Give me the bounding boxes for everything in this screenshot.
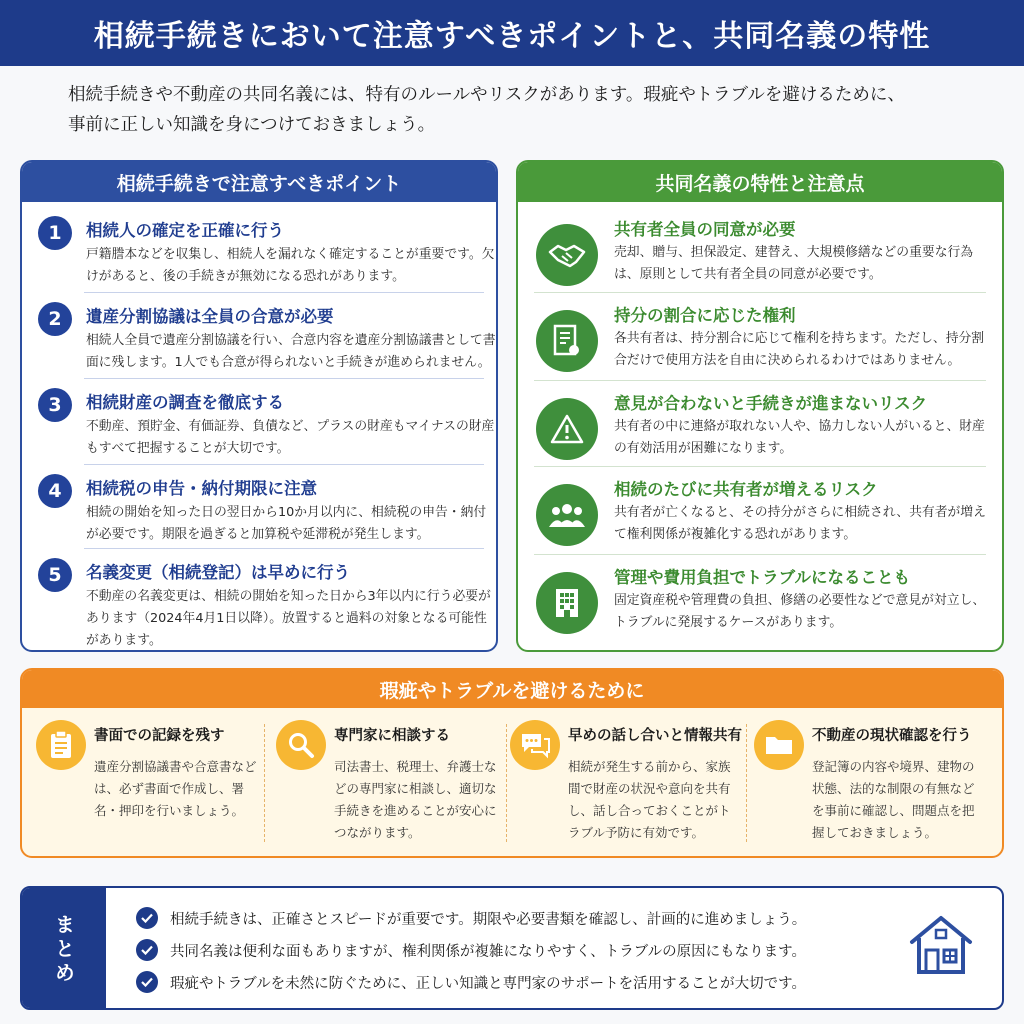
divider xyxy=(534,466,986,467)
step-title: 遺産分割協議は全員の合意が必要 xyxy=(86,307,334,326)
step-title: 相続財産の調査を徹底する xyxy=(86,393,284,412)
feature-body: 共有者の中に連絡が取れない人や、協力しない人がいると、財産の有効活用が困難になります。 xyxy=(614,419,985,456)
intro-line-2: 事前に正しい知識を身につけておきましょう。 xyxy=(68,115,436,135)
check-icon xyxy=(136,939,158,961)
tip-title: 書面での記録を残す xyxy=(94,728,225,744)
summary-item xyxy=(136,970,806,994)
step-body: 戸籍謄本などを収集し、相続人を漏れなく確定することが重要です。欠けがあると、後の手続きが無効になる恐れがあります。 xyxy=(86,247,495,284)
feature-title: 意見が合わないと手続きが進まないリスク xyxy=(614,394,928,413)
tip-body: 相続が発生する前から、家族間で財産の状況や意向を共有し、話し合っておくことがトラブル予防に有効です。 xyxy=(568,759,731,840)
step-number-badge: 2 xyxy=(38,302,72,336)
warning-icon xyxy=(536,398,598,460)
page-title: 相続手続きにおいて注意すべきポイントと、共同名義の特性 xyxy=(93,19,931,54)
step-title: 名義変更（相続登記）は早めに行う xyxy=(86,563,350,582)
title-bar xyxy=(0,0,1024,66)
tip-item xyxy=(510,720,746,850)
people-icon xyxy=(536,484,598,546)
folder-icon xyxy=(754,720,804,770)
summary-item-text: 瑕疵やトラブルを未然に防ぐために、正しい知識と専門家のサポートを活用することが大切です。 xyxy=(170,975,806,992)
summary-item-text: 相続手続きは、正確さとスピードが重要です。期限や必要書類を確認し、計画的に進めましょう。 xyxy=(170,911,807,928)
intro-line-1: 相続手続きや不動産の共同名義には、特有のルールやリスクがあります。瑕疵やトラブルを避けるために、 xyxy=(68,85,905,105)
check-icon xyxy=(136,907,158,929)
summary-label-text: まとめ xyxy=(51,914,76,986)
tip-body: 登記簿の内容や境界、建物の状態、法的な制限の有無などを事前に確認し、問題点を把握しておきましょう。 xyxy=(812,759,975,840)
feature-title: 管理や費用負担でトラブルになることも xyxy=(614,568,911,587)
inheritance-points-heading: 相続手続きで注意すべきポイント xyxy=(22,162,496,202)
step-number-badge: 3 xyxy=(38,388,72,422)
tip-item xyxy=(276,720,512,850)
summary-panel xyxy=(20,886,1004,1010)
summary-item-text: 共同名義は便利な面もありますが、権利関係が複雑になりやすく、トラブルの原因にもなります。 xyxy=(170,943,806,960)
feature-title: 共有者全員の同意が必要 xyxy=(614,220,796,239)
inheritance-points-panel xyxy=(20,160,498,652)
divider xyxy=(84,292,484,293)
tip-body: 遺産分割協議書や合意書などは、必ず書面で作成し、署名・押印を行いましょう。 xyxy=(94,759,257,818)
divider xyxy=(534,554,986,555)
check-icon xyxy=(136,971,158,993)
co-ownership-heading: 共同名義の特性と注意点 xyxy=(518,162,1002,202)
tips-panel xyxy=(20,668,1004,858)
step-title: 相続人の確定を正確に行う xyxy=(86,221,284,240)
step-body: 相続の開始を知った日の翌日から10か月以内に、相続税の申告・納付が必要です。期限を過ぎると加算税や延滞税が発生します。 xyxy=(86,505,487,542)
step-number-badge: 5 xyxy=(38,558,72,592)
tip-title: 早めの話し合いと情報共有 xyxy=(568,728,742,744)
step-number-badge: 4 xyxy=(38,474,72,508)
divider xyxy=(746,724,747,842)
handshake-icon xyxy=(536,224,598,286)
divider xyxy=(84,548,484,549)
house-icon xyxy=(906,910,976,984)
summary-item xyxy=(136,906,806,930)
divider xyxy=(506,724,507,842)
tip-title: 専門家に相談する xyxy=(334,728,450,744)
feature-title: 相続のたびに共有者が増えるリスク xyxy=(614,480,878,499)
tip-item xyxy=(36,720,272,850)
divider xyxy=(534,292,986,293)
building-icon xyxy=(536,572,598,634)
divider xyxy=(264,724,265,842)
document-icon xyxy=(536,310,598,372)
chat-icon xyxy=(510,720,560,770)
step-body: 不動産、預貯金、有価証券、負債など、プラスの財産もマイナスの財産もすべて把握することが大切です。 xyxy=(86,419,495,456)
step-number-badge: 1 xyxy=(38,216,72,250)
co-ownership-panel xyxy=(516,160,1004,652)
feature-body: 共有者が亡くなると、その持分がさらに相続され、共有者が増えて権利関係が複雑化する恐れがあります。 xyxy=(614,505,986,542)
feature-body: 各共有者は、持分割合に応じて権利を持ちます。ただし、持分割合だけで使用方法を自由に決められるわけではありません。 xyxy=(614,331,985,368)
step-body: 相続人全員で遺産分割協議を行い、合意内容を遺産分割協議書として書面に残します。1人でも合意が得られないと手続きが進められません。 xyxy=(86,333,496,370)
feature-body: 売却、贈与、担保設定、建替え、大規模修繕などの重要な行為は、原則として共有者全員の同意が必要です。 xyxy=(614,245,974,282)
tips-heading: 瑕疵やトラブルを避けるために xyxy=(22,670,1002,708)
intro-text xyxy=(68,80,968,140)
feature-body: 固定資産税や管理費の負担、修繕の必要性などで意見が対立し、トラブルに発展するケースがあります。 xyxy=(614,593,986,630)
summary-label xyxy=(22,888,106,1010)
tip-title: 不動産の現状確認を行う xyxy=(812,728,972,744)
tip-body: 司法書士、税理士、弁護士などの専門家に相談し、適切な手続きを進めることが安心につながります。 xyxy=(334,759,497,840)
divider xyxy=(534,380,986,381)
feature-title: 持分の割合に応じた権利 xyxy=(614,306,796,325)
clipboard-icon xyxy=(36,720,86,770)
step-title: 相続税の申告・納付期限に注意 xyxy=(86,479,317,498)
divider xyxy=(84,464,484,465)
summary-item xyxy=(136,938,806,962)
divider xyxy=(84,378,484,379)
step-body: 不動産の名義変更は、相続の開始を知った日から3年以内に行う必要があります（2024年4月1日以降）。放置すると過料の対象となる可能性があります。 xyxy=(86,589,491,648)
tip-item xyxy=(754,720,990,850)
search-icon xyxy=(276,720,326,770)
